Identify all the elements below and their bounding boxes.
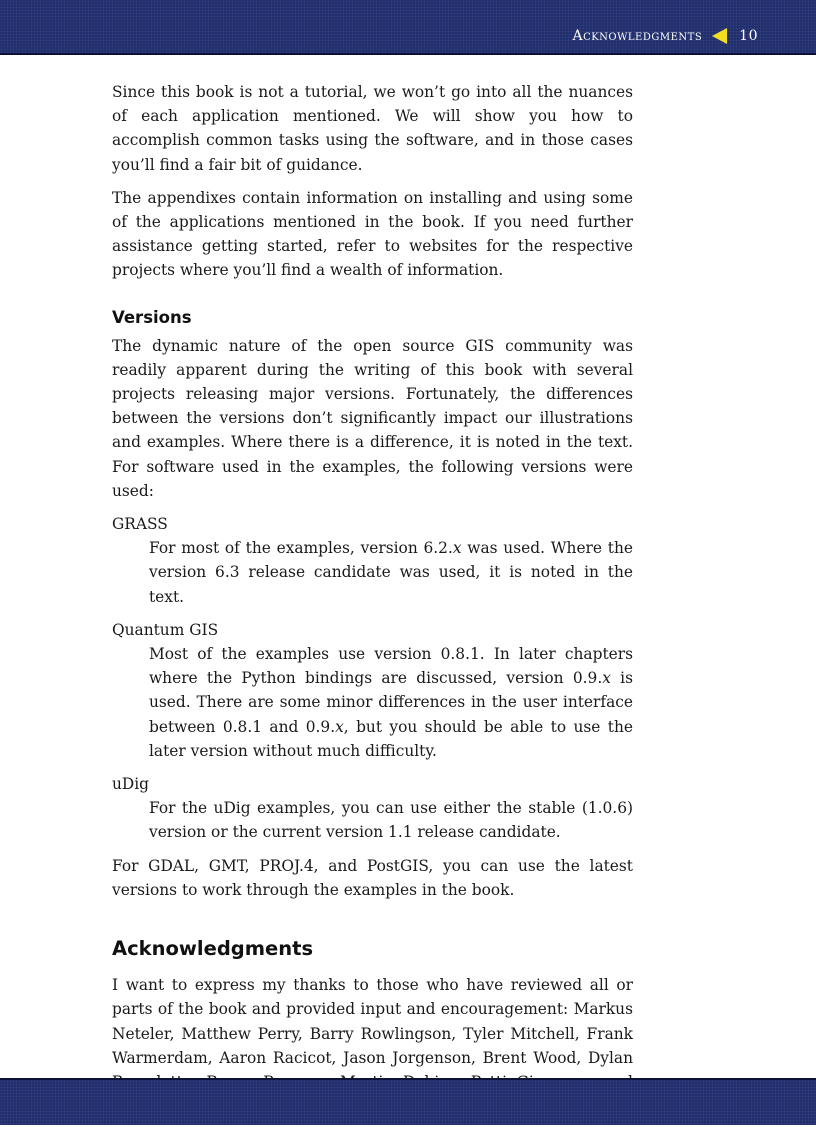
footer-band — [0, 1078, 816, 1125]
versions-heading: Versions — [112, 307, 192, 327]
page-body — [112, 80, 633, 1127]
section-title: Acknowledgments — [572, 28, 703, 44]
paragraph: The dynamic nature of the open source GIS community was readily apparent during the writing of this book with several projects releasing major versions. Fortunately, the differences between the versions don’t significantly impact our illustrations and examples. Where there is a difference, it is noted in the text. For software used in the examples, the following versions were used: — [112, 336, 633, 500]
paragraph: Since this book is not a tutorial, we won’t go into all the nuances of each application mentioned. We will show you how to accomplish common tasks using the software, and in those cases you’ll find a fair bit of guidance. — [112, 83, 633, 174]
version-desc-grass — [149, 536, 633, 609]
version-term-udig: uDig — [112, 775, 150, 794]
previous-arrow-icon[interactable] — [712, 28, 727, 44]
version-placeholder: x — [335, 717, 344, 736]
text-run: was used. Where the version 6.3 release candidate was used, it is noted in the text. — [149, 539, 633, 606]
acknowledgments-heading: Acknowledgments — [112, 937, 314, 961]
text-run: , but you should be able to use the later version without much difficulty. — [149, 717, 633, 760]
page-number: 10 — [739, 28, 758, 44]
running-header — [572, 28, 758, 44]
version-placeholder: x — [602, 669, 611, 688]
text-run: For most of the examples, version 6.2. — [149, 539, 453, 558]
version-placeholder: x — [452, 539, 462, 558]
version-term-grass: GRASS — [112, 515, 168, 534]
version-list — [112, 512, 633, 845]
text-run: Most of the examples use version 0.8.1. In later chapters where the Python bindings are discussed, version 0.9. — [149, 645, 633, 688]
version-desc-qgis — [149, 642, 633, 763]
paragraph: The appendixes contain information on installing and using some of the applications mentioned in the book. If you need further assistance getting started, refer to websites for the respective projects where you’ll find a wealth of information. — [112, 188, 633, 280]
version-desc-udig: For the uDig examples, you can use either the stable (1.0.6) version or the current version 1.1 release candidate. — [149, 799, 633, 842]
text-run: is used. There are some minor differences in the user interface between 0.8.1 and 0.9. — [149, 669, 633, 736]
version-term-qgis: Quantum GIS — [112, 620, 219, 639]
paragraph: For GDAL, GMT, PROJ.4, and PostGIS, you can use the latest versions to work through the examples in the book. — [112, 856, 633, 899]
paragraph: I want to express my thanks to those who have reviewed all or parts of the book and provided input and encouragement: Markus Neteler, Matthew Perry, Barry Rowlingson, Tyler Mitchell, Frank Warmerdam, Aaron Racicot, Jason Jorgenson, Brent Wood, Dylan — [112, 976, 633, 1067]
